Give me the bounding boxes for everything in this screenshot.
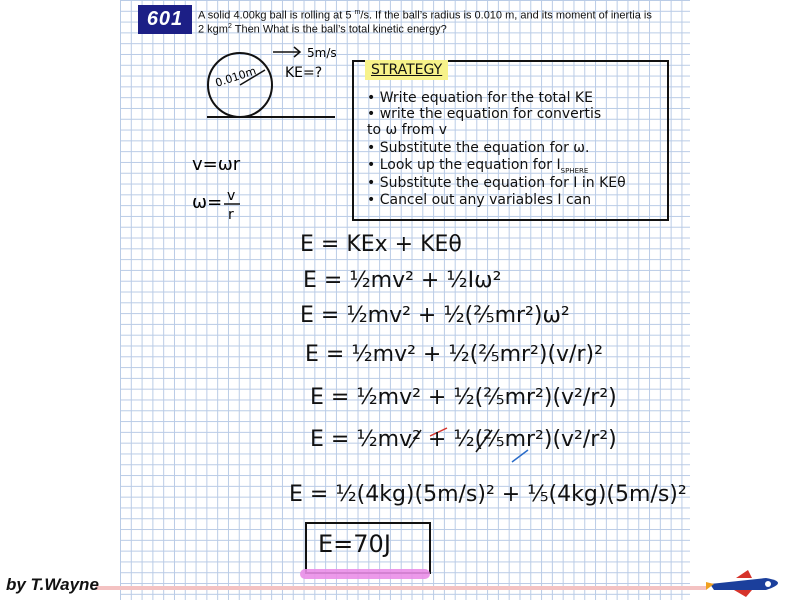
author-credit: by T.Wayne (6, 575, 99, 594)
velocity-relation: v=ωr (192, 154, 241, 175)
step-text: • Look up the equation for I (367, 157, 561, 173)
rocket-logo-icon (706, 568, 796, 598)
strategy-step: to ω from v (367, 122, 447, 138)
strategy-step: • Substitute the equation for ω. (367, 140, 590, 156)
sphere-subscript: SPHERE (560, 166, 589, 175)
omega-denominator: r (228, 207, 234, 223)
problem-text: /s. If the ball’s radius is 0.010 m, and its moment of inertia is (360, 9, 652, 22)
velocity-label: 5m/s (307, 46, 337, 60)
equation-inertia-sub: E = ½mv² + ½(⅖mr²)ω² (300, 303, 570, 328)
strategy-title: STRATEGY (365, 60, 448, 80)
equation-cancelled: E = ½mv² + ½(⅖mr²)(v²/r²) (310, 427, 617, 452)
footer-stripe (96, 586, 706, 590)
rocket-fin-top (736, 570, 752, 578)
problem-text: Then What is the ball’s total kinetic energy? (231, 23, 447, 36)
omega-numerator: v (227, 188, 236, 204)
rocket-fin-bottom (734, 590, 752, 597)
equation-numeric: E = ½(4kg)(5m/s)² + ⅕(4kg)(5m/s)² (289, 482, 687, 507)
unit-superscript: m (354, 9, 361, 16)
final-answer: E=70J (318, 530, 391, 558)
strategy-step: • Substitute the equation for I in KEθ (367, 175, 626, 191)
equation-total-energy: E = KEx + KEθ (300, 232, 462, 257)
equation-kinetic-sum: E = ½mv² + ½Iω² (303, 268, 502, 293)
strategy-step: • write the equation for convertis (367, 106, 602, 122)
rocket-window (765, 581, 771, 587)
equation-expanded: E = ½mv² + ½(⅖mr²)(v²/r²) (310, 385, 617, 410)
ke-question: KE=? (285, 65, 323, 81)
problem-text: 2 kgm (198, 23, 228, 36)
radius-label: 0.010m (213, 64, 258, 90)
omega-lhs: ω= (192, 192, 223, 213)
answer-highlight (300, 569, 430, 579)
problem-number-badge: 601 (138, 5, 192, 34)
strategy-step: • Write equation for the total KE (367, 90, 593, 106)
problem-text: A solid 4.00kg ball is rolling at 5 (198, 9, 355, 22)
equation-omega-sub: E = ½mv² + ½(⅖mr²)(v/r)² (305, 342, 603, 367)
strategy-step: • Cancel out any variables I can (367, 192, 592, 208)
unit-superscript: 2 (227, 23, 232, 30)
